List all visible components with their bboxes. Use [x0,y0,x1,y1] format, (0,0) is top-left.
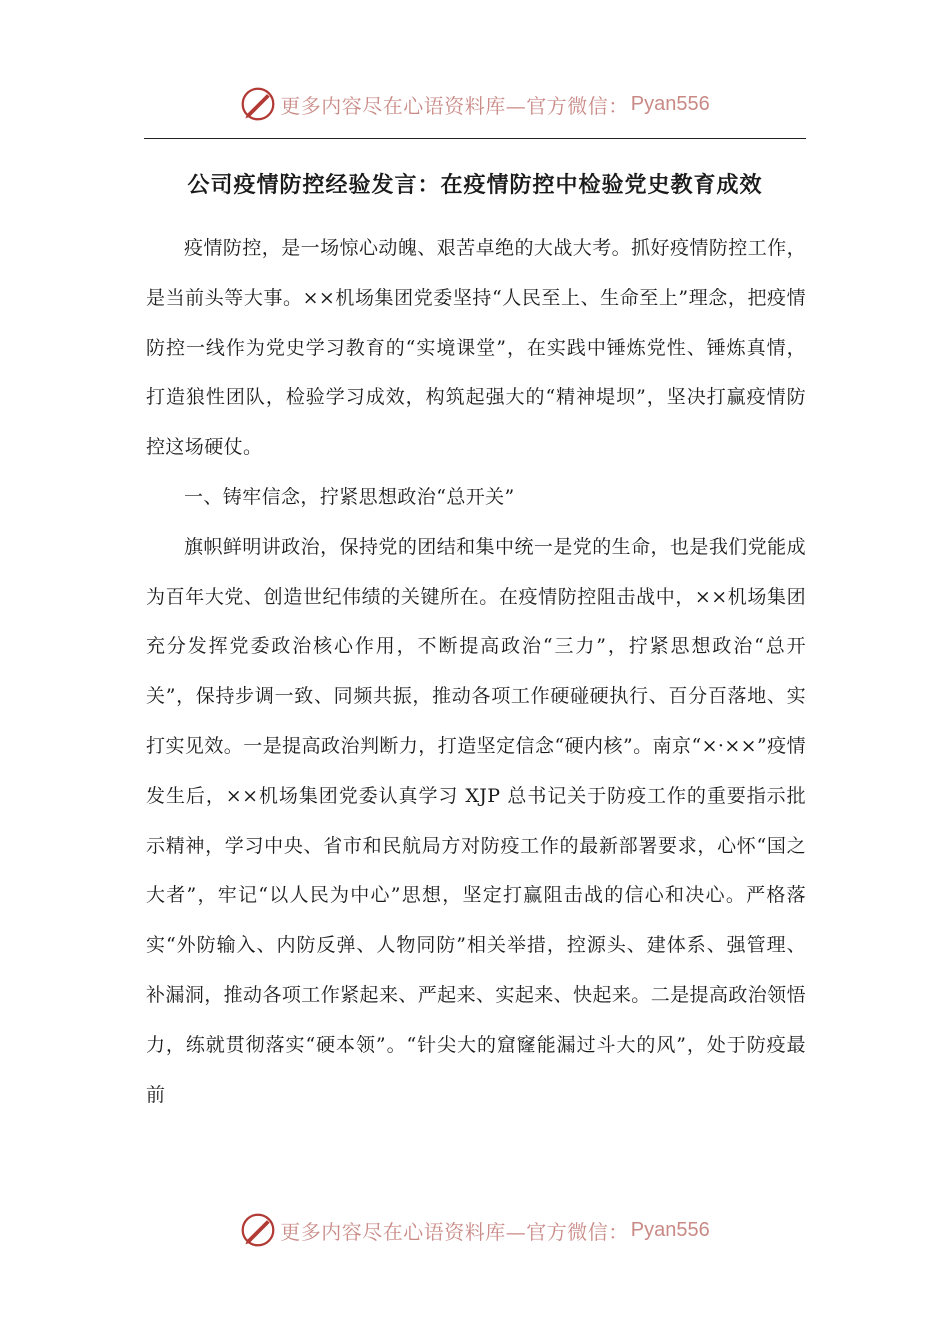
paragraph-intro: 疫情防控，是一场惊心动魄、艰苦卓绝的大战大考。抓好疫情防控工作，是当前头等大事。××机场集团党委坚持“人民至上、生命至上”理念，把疫情防控一线作为党史学习教育的“实境课堂”，在实践中锤炼党性、锤炼真情，打造狼性团队，检验学习成效，构筑起强大的“精神堤坝”，坚决打赢疫情防控这场硬仗。 [146,237,806,459]
header-banner [0,84,950,124]
pen-logo-icon [240,86,276,122]
banner-text: 更多内容尽在心语资料库—官方微信： [280,1219,629,1244]
document-title: 公司疫情防控经验发言：在疫情防控中检验党史教育成效 [187,173,763,198]
pen-logo-icon [240,1212,276,1248]
section-heading: 一、铸牢信念，拧紧思想政治“总开关” [184,485,515,508]
banner-text: 更多内容尽在心语资料库—官方微信： [280,93,629,118]
banner-handle: Pyan556 [630,1218,710,1241]
header-rule [144,138,806,139]
document-body [146,224,806,1120]
footer-banner [0,1210,950,1250]
banner-handle: Pyan556 [630,92,710,115]
paragraph-section-1: 旗帜鲜明讲政治，保持党的团结和集中统一是党的生命，也是我们党能成为百年大党、创造世纪伟绩的关键所在。在疫情防控阻击战中，××机场集团充分发挥党委政治核心作用，不断提高政治“三力”，拧紧思想政治“总开关”，保持步调一致、同频共振，推动各项工作硬碰硬执行、百分百落地、实打实见效。一是提高政治判断力，打造坚定信念“硬内核”。南京“×·××”疫情发生后，××机场集团党委认真学习 XJP 总书记关于防疫工作的重要指示批示精神，学习中央、省市和民航局方对防疫工作的最新部署要求，心怀“国之大者”，牢记“以人民为中心”思想，坚定打赢阻击战的信心和决心。严格落实“外防输入、内防反弹、人物同防”相关举措，控源头、建体系、强管理、补漏洞，推动各项工作紧起来、严起来、实起来、快起来。二是提高政治领悟力，练就贯彻落实“硬本领”。“针尖大的窟窿能漏过斗大的风”，处于防疫最前 [146,535,806,1106]
